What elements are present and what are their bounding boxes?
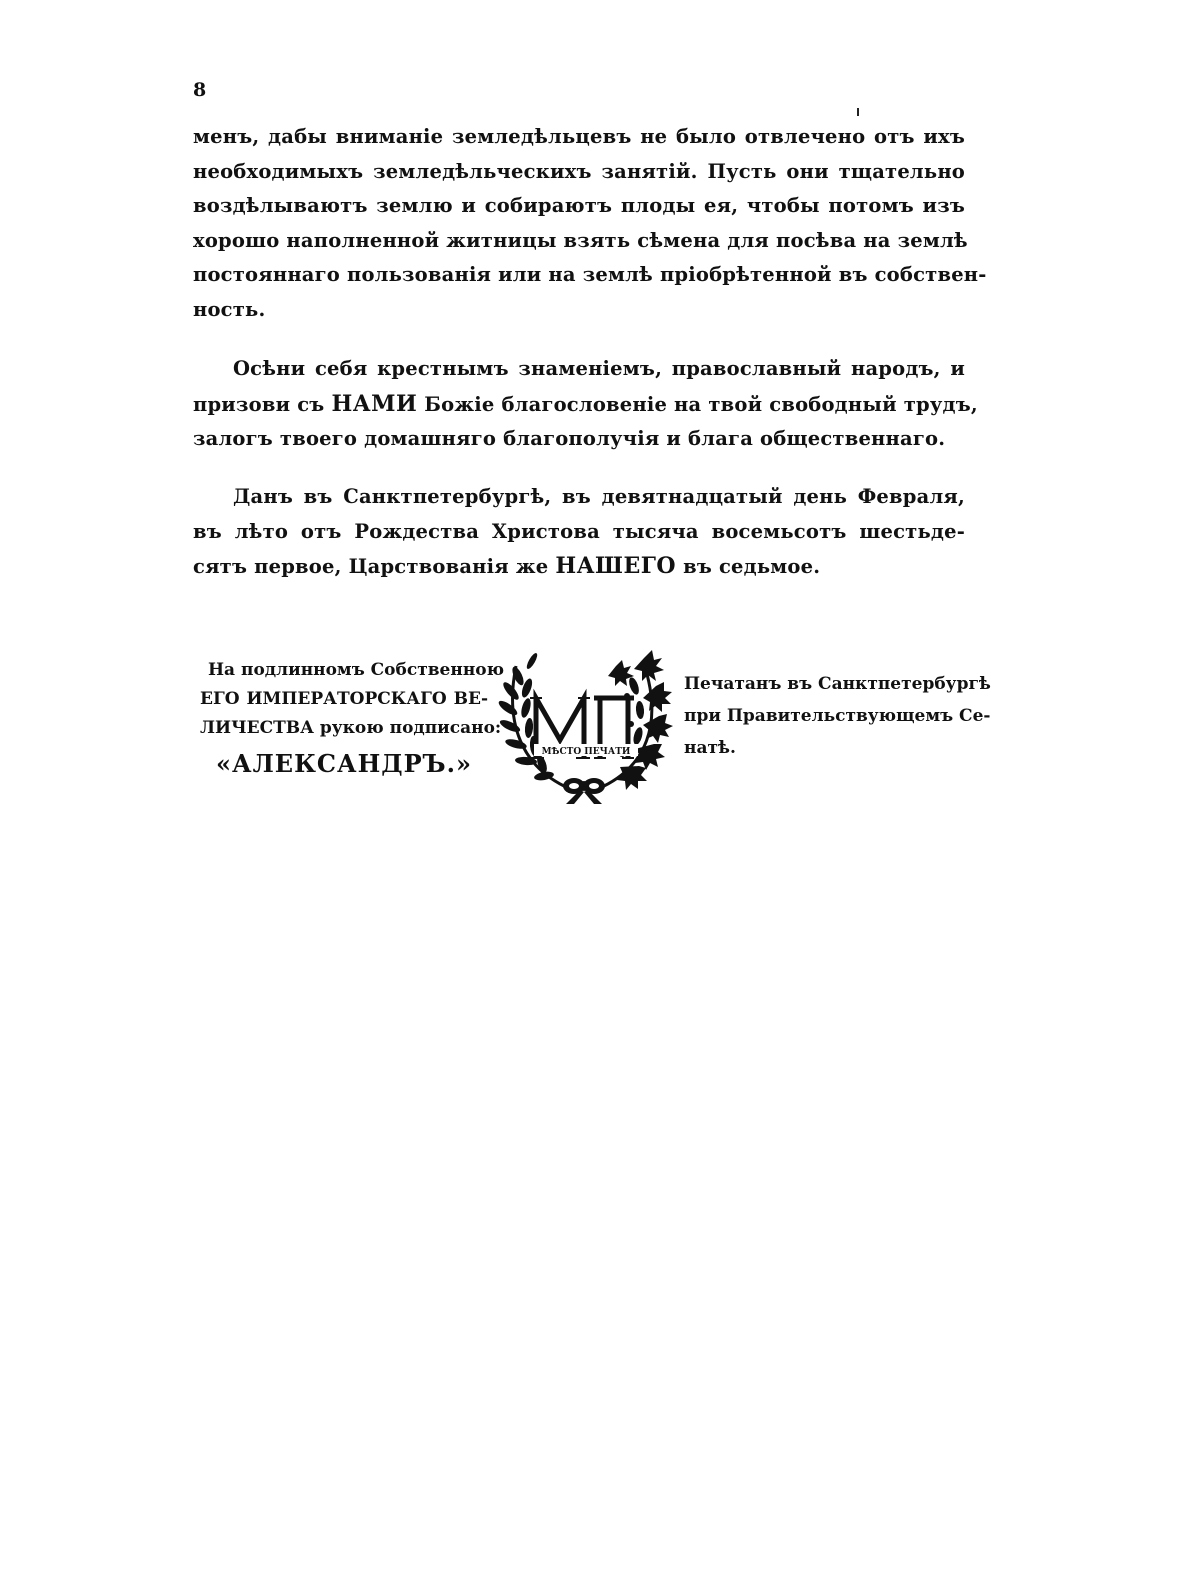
- signature-note: [200, 656, 505, 778]
- signature-line: На подлинномъ Собственною: [208, 660, 505, 680]
- printer-line: натѣ.: [684, 738, 736, 758]
- paragraph-line: Осѣни себя крестнымъ знаменіемъ, православный народъ, и: [233, 357, 965, 380]
- printer-line: при Правительствующемъ Се-: [684, 706, 991, 726]
- paragraph-line: [193, 387, 978, 423]
- emperor-signature: «АЛЕКСАНДРЪ.»: [216, 749, 472, 778]
- signature-line: ЕГО ИМПЕРАТОРСКАГО ВЕ-: [200, 689, 488, 709]
- paragraph-line: [193, 549, 965, 585]
- paragraph-dated: [193, 480, 965, 585]
- paragraph-line: необходимыхъ земледѣльческихъ занятій. Пусть они тщательно: [193, 159, 965, 183]
- print-speck: [857, 108, 859, 116]
- paragraph-line: менъ, дабы вниманіе земледѣльцевъ не было отвлечено отъ ихъ: [193, 125, 965, 148]
- printer-note: [684, 668, 991, 764]
- signature-line: ЛИЧЕСТВА рукою подписано:: [200, 718, 502, 738]
- text-run: въ седьмое.: [676, 555, 821, 578]
- seal-wreath-icon: [494, 636, 674, 804]
- emphasized-word: НАМИ: [331, 390, 418, 417]
- paragraph-line: Данъ въ Санктпетербургѣ, въ девятнадцатый день Февраля,: [233, 485, 965, 508]
- paragraph-line: воздѣлываютъ землю и собираютъ плоды ея, чтобы потомъ изъ: [193, 194, 965, 217]
- page-number: 8: [193, 79, 207, 101]
- emphasized-word: НАШЕГО: [555, 553, 677, 579]
- text-run: Божіе благословеніе на твой свободный трудъ,: [417, 392, 978, 416]
- paragraph-harvest: [193, 120, 987, 327]
- printer-line: Печатанъ въ Санктпетербургѣ: [684, 674, 991, 694]
- text-run: сятъ первое, Царствованія же: [193, 555, 556, 578]
- paragraph-line: постояннаго пользованія или на землѣ пріобрѣтенной въ собствен-: [193, 263, 987, 286]
- text-run: призови съ: [193, 392, 332, 416]
- paragraph-line: залогъ твоего домашняго благополучія и блага общественнаго.: [193, 427, 946, 450]
- paragraph-line: ность.: [193, 297, 266, 321]
- paragraph-blessing: [193, 352, 978, 457]
- seal-caption: МѢСТО ПЕЧАТИ: [541, 747, 631, 757]
- paragraph-line: въ лѣто отъ Рождества Христова тысяча восемьсотъ шестьде-: [193, 519, 965, 543]
- paragraph-line: хорошо наполненной житницы взять сѣмена для посѣва на землѣ: [193, 228, 968, 252]
